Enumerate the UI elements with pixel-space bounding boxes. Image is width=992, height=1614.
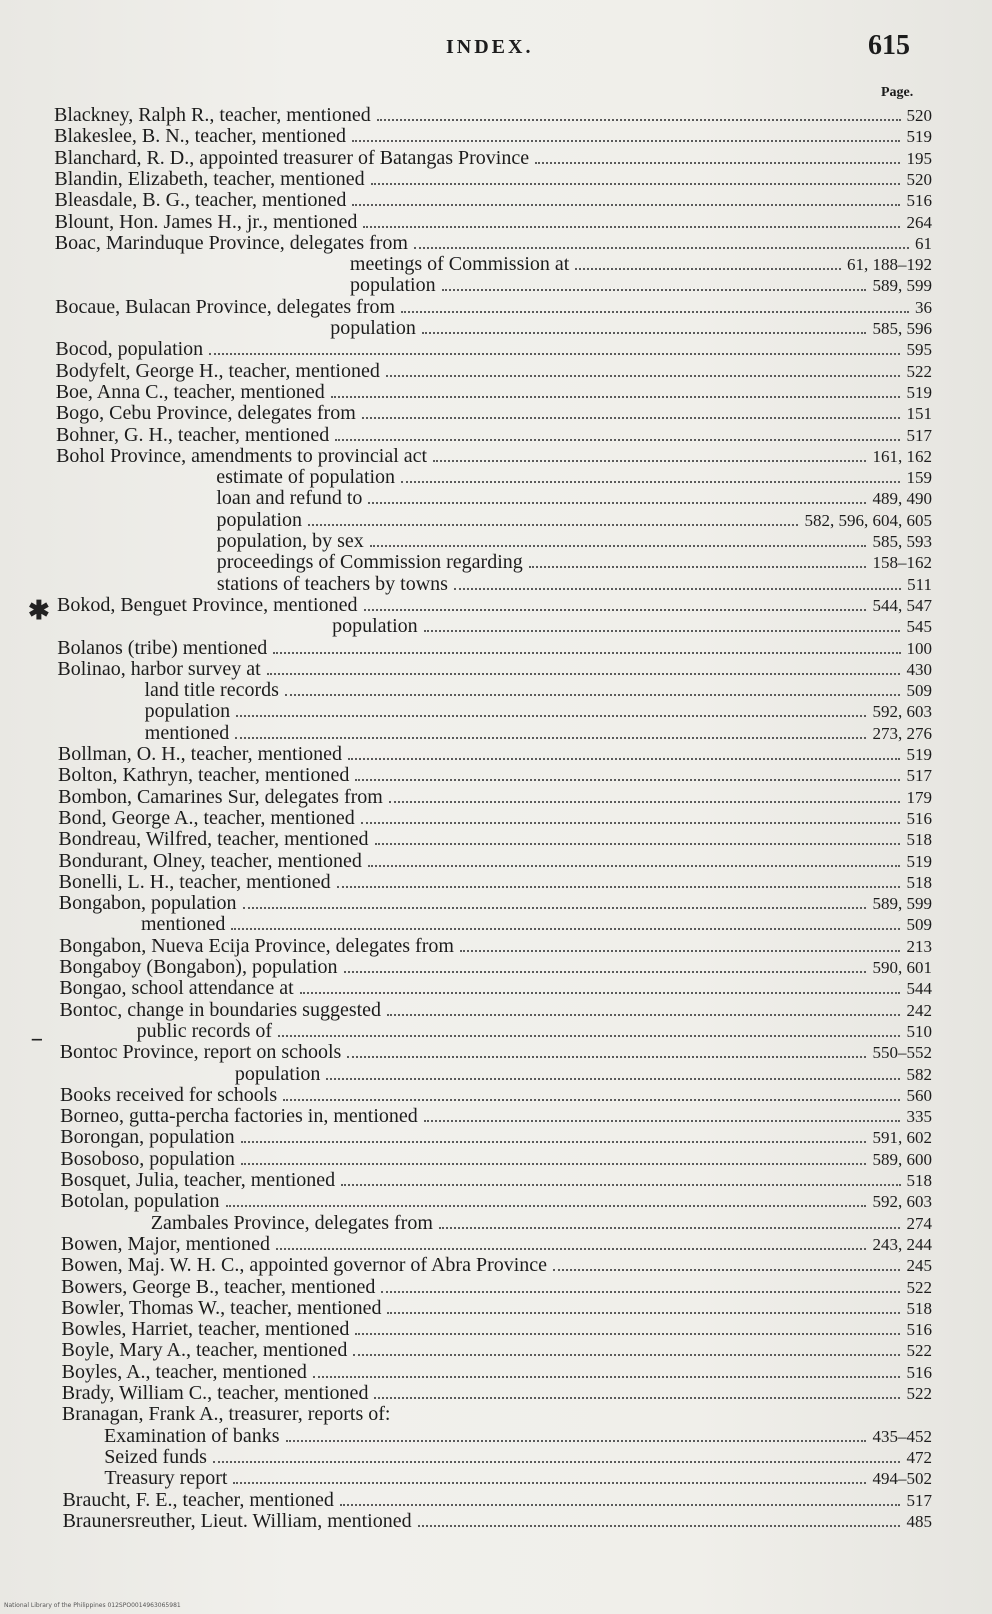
entry-page-reference: 151 [906, 404, 932, 424]
entry-text: Bowers, George B., teacher, mentioned [61, 1275, 376, 1298]
entry-text: Boe, Anna C., teacher, mentioned [55, 380, 325, 403]
index-entry [59, 935, 932, 957]
dot-leader [355, 1319, 900, 1335]
dot-leader [335, 425, 900, 441]
entry-page-reference: 519 [906, 382, 932, 402]
entry-text: Bonelli, L. H., teacher, mentioned [58, 870, 331, 893]
entry-text: Bongabon, Nueva Ecija Province, delegates from [59, 934, 454, 957]
index-entry [60, 1105, 932, 1127]
index-entry [56, 402, 932, 424]
dot-leader [553, 1255, 900, 1271]
entry-page-reference: 517 [906, 1490, 932, 1510]
index-entry [55, 211, 932, 233]
index-entry [56, 360, 932, 382]
index-entry [62, 1361, 932, 1383]
entry-text: Branagan, Frank A., treasurer, reports of: [61, 1403, 391, 1426]
entry-text: Examination of banks [104, 1424, 280, 1447]
entry-page-reference: 517 [906, 425, 932, 445]
entry-page-reference: 435–452 [872, 1426, 932, 1446]
entry-page-reference: 242 [906, 1000, 932, 1020]
dot-leader [340, 1490, 901, 1506]
dot-leader [575, 254, 841, 270]
index-entry [60, 1084, 932, 1106]
index-entry [145, 700, 932, 722]
dot-leader [387, 1298, 900, 1314]
entry-text: Bolinao, harbor survey at [57, 657, 261, 680]
index-entry [61, 1169, 933, 1191]
dot-leader [422, 318, 867, 334]
entry-page-reference: 485 [906, 1511, 932, 1531]
dot-leader [273, 638, 900, 654]
entry-page-reference: 522 [906, 1384, 932, 1403]
entry-text: Bodyfelt, George H., teacher, mentioned [55, 359, 380, 382]
dot-leader [364, 595, 867, 611]
index-entry [55, 232, 932, 254]
index-entry [332, 615, 932, 637]
entry-page-reference: 509 [906, 681, 932, 701]
entry-text: Bowles, Harriet, teacher, mentioned [61, 1318, 350, 1341]
index-entry [58, 764, 932, 786]
dot-leader [460, 936, 901, 952]
index-entry [104, 1467, 932, 1489]
dot-leader [424, 1106, 901, 1122]
entry-page-reference: 472 [906, 1447, 932, 1467]
entry-page-reference: 519 [906, 127, 932, 147]
entry-page-reference: 158–162 [872, 553, 932, 573]
entry-page-reference: 516 [906, 191, 932, 211]
dot-leader [326, 1064, 900, 1080]
index-entry [61, 1318, 932, 1340]
index-entry [57, 658, 932, 680]
index-entry [60, 1148, 932, 1170]
index-entry [61, 1297, 932, 1319]
entry-text: Bongabon, population [58, 892, 237, 915]
index-entry [58, 807, 932, 829]
dot-leader [386, 361, 901, 377]
entry-text: Bollman, O. H., teacher, mentioned [57, 743, 343, 765]
entry-page-reference: 585, 593 [872, 532, 932, 551]
entry-page-reference: 516 [906, 1362, 932, 1382]
page-header [0, 30, 992, 70]
entry-page-reference: 545 [906, 617, 932, 637]
dot-leader [401, 297, 909, 313]
entry-page-reference: 522 [906, 1341, 932, 1361]
dot-leader [387, 1000, 900, 1016]
entry-text: Bowen, Major, mentioned [60, 1232, 271, 1255]
index-entry [61, 1190, 932, 1212]
dot-leader [348, 744, 900, 760]
dot-leader [375, 829, 901, 845]
index-entry [235, 1063, 932, 1085]
index-entry [58, 743, 932, 765]
entry-text: population [332, 615, 418, 638]
dot-leader [300, 978, 901, 994]
entry-page-reference: 274 [906, 1213, 932, 1233]
entry-text: population [216, 508, 303, 531]
index-entry [216, 509, 932, 531]
dot-leader [414, 233, 909, 249]
entry-page-reference: 589, 600 [872, 1149, 932, 1169]
entry-text: Bondreau, Wilfred, teacher, mentioned [58, 828, 369, 851]
entry-page-reference: 36 [914, 297, 932, 317]
dot-leader [347, 1042, 866, 1058]
index-entry [61, 1233, 932, 1255]
entry-page-reference: 520 [906, 106, 932, 125]
entry-page-reference: 595 [906, 340, 932, 360]
entry-page-reference: 159 [906, 468, 932, 488]
entry-text: Books received for schools [59, 1083, 278, 1106]
index-entry [59, 977, 932, 999]
entry-page-reference: 585, 596 [872, 319, 932, 338]
entry-page-reference: 590, 601 [872, 958, 932, 977]
dot-leader [361, 808, 901, 824]
entry-text: loan and refund to [216, 487, 363, 510]
entry-text: Treasury report [104, 1467, 228, 1490]
entry-text: Bondurant, Olney, teacher, mentioned [58, 849, 362, 872]
dot-leader [529, 552, 867, 568]
index-entry [58, 828, 932, 850]
entry-text: Bowler, Thomas W., teacher, mentioned [61, 1296, 382, 1319]
entry-page-reference: 195 [906, 148, 932, 168]
index-entry [141, 913, 932, 935]
entry-page-reference: 245 [906, 1256, 932, 1276]
entry-text: stations of teachers by towns [216, 572, 448, 595]
dot-leader [236, 701, 866, 717]
entry-page-reference: 592, 603 [872, 1192, 932, 1212]
index-entry [54, 168, 932, 190]
dot-leader [231, 914, 900, 930]
entry-page-reference: 518 [906, 830, 932, 850]
dot-leader [352, 190, 900, 206]
index-entry [217, 573, 932, 595]
dot-leader [226, 1191, 867, 1207]
entry-page-reference: 161, 162 [872, 446, 932, 466]
entry-text: proceedings of Commission regarding [216, 551, 523, 574]
entry-page-reference: 517 [906, 766, 932, 786]
entry-page-reference: 243, 244 [872, 1234, 932, 1254]
entry-text: Bohner, G. H., teacher, mentioned [55, 423, 330, 446]
dot-leader [313, 1362, 901, 1378]
dot-leader [368, 851, 901, 867]
entry-text: Zambales Province, delegates from [150, 1211, 433, 1234]
star-annotation-mark: ✱ [28, 596, 50, 625]
index-entry [350, 253, 932, 275]
dot-leader [241, 1127, 867, 1143]
index-entry [137, 1020, 932, 1042]
entry-page-reference: 430 [906, 659, 932, 679]
entry-text: Botolan, population [60, 1190, 220, 1213]
index-entry [217, 530, 932, 552]
index-entry [57, 637, 932, 659]
index-entry [55, 189, 932, 211]
index-entry [145, 679, 932, 701]
entry-page-reference: 61, 188–192 [846, 255, 932, 275]
dot-leader [209, 339, 900, 355]
dot-leader [267, 659, 901, 675]
entry-text: Bocod, population [55, 338, 204, 361]
index-entry [56, 424, 932, 446]
entry-text: population [144, 700, 231, 723]
entry-text: Bowen, Maj. W. H. C., appointed governor of Abra Province [61, 1254, 548, 1277]
entry-text: Bombon, Camarines Sur, delegates from [58, 785, 383, 808]
entry-text: Blanchard, R. D., appointed treasurer of Batangas Province [54, 146, 530, 169]
entry-text: Bogo, Cebu Province, delegates from [55, 402, 356, 425]
index-entry [350, 274, 932, 296]
index-entry [54, 147, 932, 169]
dot-leader [344, 957, 867, 973]
entry-page-reference: 522 [906, 361, 932, 381]
entry-text: Blandin, Elizabeth, teacher, mentioned [54, 167, 365, 190]
entry-page-reference: 520 [906, 169, 932, 189]
entry-page-reference: 61 [914, 233, 932, 253]
scan-footer: National Library of the Philippines 012SPO0014963065981 [4, 1602, 181, 1609]
entry-text: Bokod, Benguet Province, mentioned [56, 593, 358, 616]
entry-text: Bongao, school attendance at [59, 977, 294, 1000]
entry-text: Brady, William C., teacher, mentioned [61, 1382, 369, 1404]
entry-text: Bosoboso, population [60, 1147, 235, 1170]
index-entry [62, 1489, 932, 1511]
dot-leader [353, 1340, 900, 1356]
entry-text: Borongan, population [60, 1126, 235, 1149]
dot-leader [381, 1277, 900, 1293]
entry-page-reference: 264 [906, 212, 932, 232]
index-entry [59, 999, 932, 1021]
dot-leader [368, 488, 866, 504]
entry-text: land title records [144, 679, 279, 702]
dot-leader [355, 765, 900, 781]
entry-page-reference: 519 [906, 851, 932, 871]
entry-text: mentioned [144, 721, 230, 744]
entry-text: Boac, Marinduque Province, delegates from [54, 231, 408, 254]
entry-text: Bongaboy (Bongabon), population [59, 956, 338, 978]
index-entry [60, 1041, 932, 1063]
index-entry [104, 1425, 932, 1447]
entry-text: estimate of population [216, 466, 396, 489]
index-entry [60, 1126, 932, 1148]
index-entry [217, 551, 932, 573]
entry-text: Seized funds [104, 1445, 207, 1468]
dot-leader [371, 169, 901, 185]
entry-page-reference: 550–552 [872, 1043, 932, 1063]
index-entry [55, 338, 932, 360]
dot-leader [433, 446, 866, 462]
entry-text: Boyles, A., teacher, mentioned [61, 1360, 307, 1383]
entry-page-reference: 544, 547 [872, 595, 932, 615]
page-column-label: Page. [881, 85, 914, 100]
index-entry [59, 956, 932, 978]
entry-text: Bosquet, Julia, teacher, mentioned [60, 1169, 336, 1191]
entry-page-reference: 519 [906, 745, 932, 764]
entry-text: public records of [136, 1019, 273, 1042]
entry-page-reference: 522 [906, 1277, 932, 1297]
dash-annotation-mark: ⁻ [30, 1030, 44, 1059]
page-title: INDEX. [446, 36, 534, 58]
index-entry [55, 296, 932, 318]
index-entry [104, 1446, 932, 1468]
entry-page-reference: 509 [906, 915, 932, 935]
dot-leader [439, 1213, 901, 1229]
index-entry [59, 892, 932, 914]
index-entry [54, 125, 932, 147]
entry-page-reference: 560 [906, 1085, 932, 1105]
dot-leader [213, 1447, 901, 1463]
dot-leader [285, 680, 901, 696]
index-entry [54, 104, 932, 126]
entry-text: mentioned [140, 913, 226, 936]
entry-text: Borneo, gutta-percha factories in, mentioned [60, 1105, 418, 1128]
entry-text: Blakeslee, B. N., teacher, mentioned [54, 125, 346, 148]
dot-leader [418, 1511, 901, 1527]
index-entry [145, 722, 932, 744]
index-entry [62, 1403, 932, 1425]
entry-page-reference: 494–502 [872, 1469, 932, 1489]
dot-leader [233, 1468, 866, 1484]
dot-leader [243, 893, 867, 909]
entry-page-reference: 582 [906, 1064, 932, 1084]
dot-leader [352, 126, 900, 142]
entry-text: Braunersreuther, Lieut. William, mentioned [62, 1509, 412, 1532]
entry-text: Bolton, Kathryn, teacher, mentioned [58, 764, 350, 787]
entry-page-reference: 591, 602 [872, 1128, 932, 1148]
dot-leader [241, 1149, 867, 1165]
entry-text: population [234, 1062, 321, 1085]
index-entry [216, 466, 932, 488]
entry-page-reference: 213 [906, 936, 932, 956]
entry-text: Bolanos (tribe) mentioned [57, 636, 268, 659]
entry-text: population [330, 317, 416, 339]
entry-text: Bontoc Province, report on schools [59, 1041, 342, 1064]
entry-text: Bontoc, change in boundaries suggested [59, 998, 382, 1021]
entry-text: population, by sex [216, 530, 364, 552]
dot-leader [341, 1170, 900, 1186]
dot-leader [401, 467, 900, 483]
entry-page-reference: 518 [906, 1298, 932, 1318]
entry-text: Braucht, F. E., teacher, mentioned [62, 1488, 334, 1511]
entry-text: Boyle, Mary A., teacher, mentioned [61, 1339, 348, 1362]
dot-leader [337, 872, 901, 888]
entry-page-reference: 516 [906, 808, 932, 828]
index-entry [58, 786, 932, 808]
entry-page-reference: 511 [907, 574, 932, 594]
index-entry [59, 850, 932, 872]
dot-leader [370, 531, 867, 547]
entry-page-reference: 510 [906, 1021, 932, 1041]
index-entry [56, 381, 932, 403]
entry-page-reference: 489, 490 [872, 489, 932, 509]
entry-text: Blackney, Ralph R., teacher, mentioned [54, 104, 371, 126]
index-entry [62, 1339, 932, 1361]
index-entry [61, 1276, 932, 1298]
dot-leader [424, 616, 901, 632]
entry-page-reference: 582, 596, 604, 605 [804, 510, 932, 530]
index-entry [63, 1510, 932, 1532]
dot-leader [363, 212, 900, 228]
entry-page-reference: 589, 599 [872, 894, 932, 914]
dot-leader [377, 105, 901, 121]
entry-page-reference: 592, 603 [872, 702, 932, 722]
entry-page-reference: 100 [906, 638, 932, 658]
entry-text: Bleasdale, B. G., teacher, mentioned [54, 189, 347, 212]
index-entry [56, 445, 932, 467]
entry-page-reference: 516 [906, 1320, 932, 1340]
entry-text: population [350, 274, 436, 297]
page-number: 615 [868, 30, 910, 61]
entry-text: Bocaue, Bulacan Province, delegates from [55, 295, 396, 318]
dot-leader [454, 574, 901, 590]
dot-leader [235, 723, 866, 739]
dot-leader [308, 510, 798, 526]
entry-text: meetings of Commission at [349, 253, 570, 276]
entry-text: Bohol Province, amendments to provincial act [56, 444, 428, 467]
entry-page-reference: 518 [906, 1171, 932, 1190]
dot-leader [389, 787, 901, 803]
dot-leader [283, 1085, 900, 1101]
dot-leader [286, 1426, 867, 1442]
index-entry [151, 1212, 932, 1234]
index-entry [330, 317, 932, 339]
index-entry [62, 1382, 932, 1404]
dot-leader [442, 275, 867, 291]
dot-leader [362, 403, 901, 419]
entry-page-reference: 179 [906, 787, 932, 807]
index-entry [59, 871, 932, 893]
entry-page-reference: 518 [906, 872, 932, 892]
dot-leader [331, 382, 901, 398]
entry-page-reference: 335 [906, 1107, 932, 1127]
entry-page-reference: 544 [906, 979, 932, 999]
entry-page-reference: 273, 276 [872, 723, 932, 743]
dot-leader [374, 1383, 900, 1399]
index-entry [216, 487, 932, 509]
entry-text: Blount, Hon. James H., jr., mentioned [54, 210, 358, 233]
entry-text: Bond, George A., teacher, mentioned [58, 806, 355, 829]
dot-leader [278, 1021, 900, 1037]
index-entry [61, 1254, 932, 1276]
dot-leader [276, 1234, 866, 1250]
entry-page-reference: 589, 599 [872, 276, 932, 296]
dot-leader [535, 148, 900, 164]
index-entry [57, 594, 932, 616]
